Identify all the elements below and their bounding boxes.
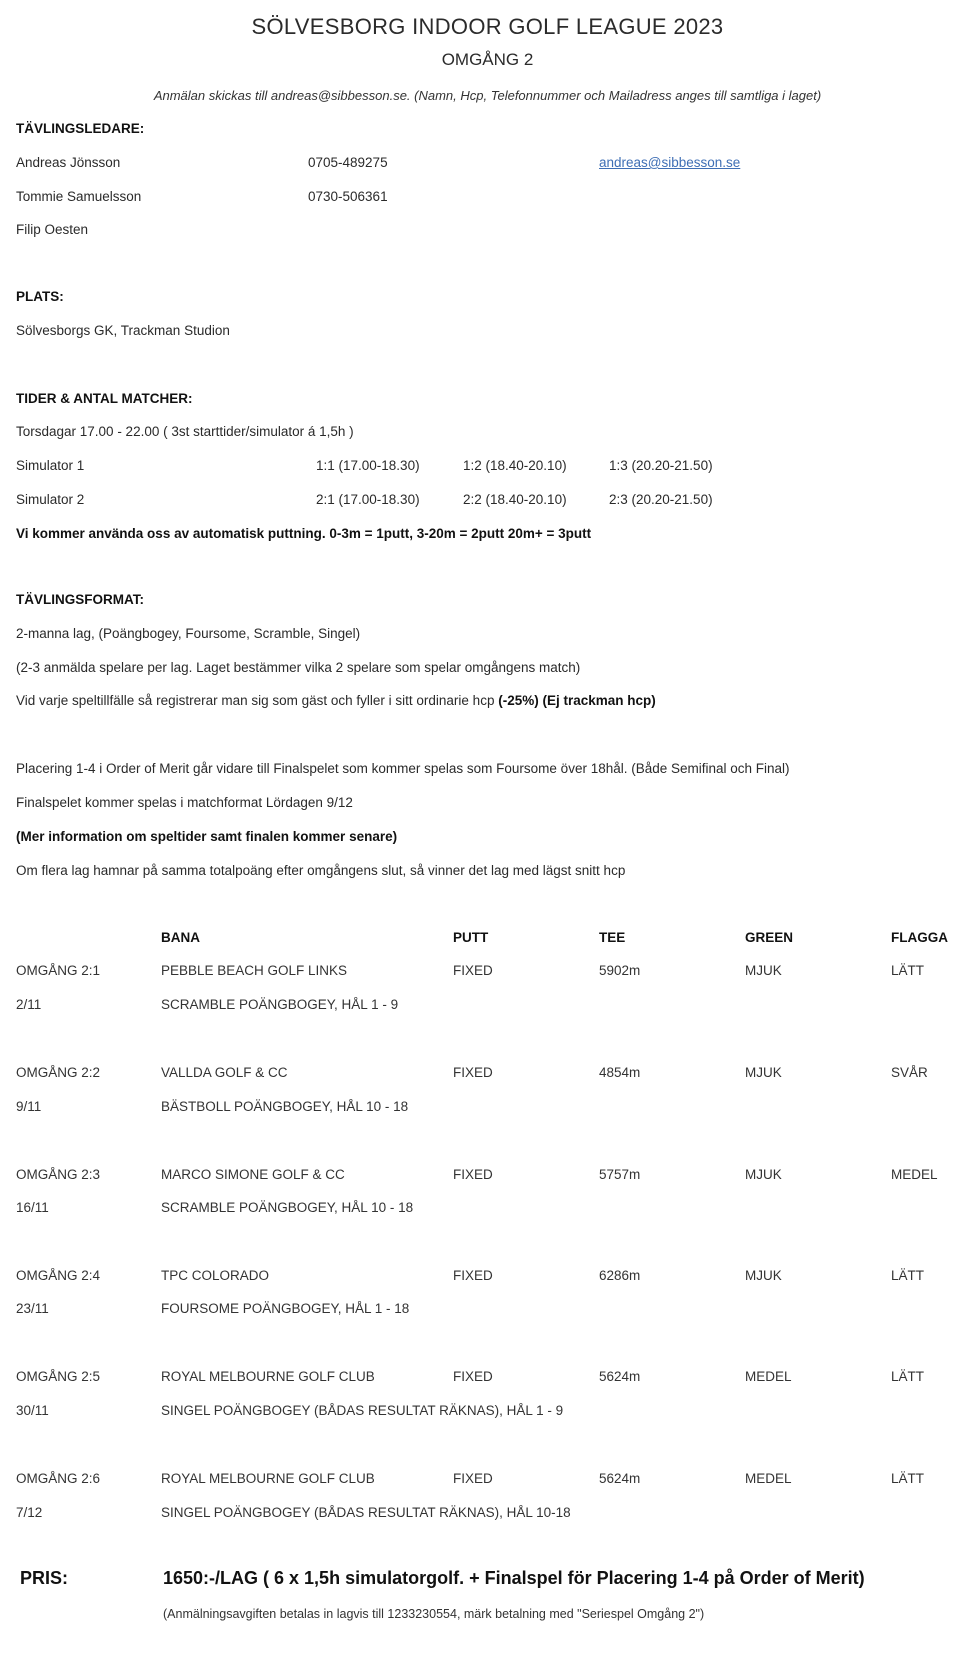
round-label: OMGÅNG 2:6 xyxy=(16,1471,101,1486)
round-putt: FIXED xyxy=(453,963,493,978)
times-heading: TIDER & ANTAL MATCHER: xyxy=(16,391,193,406)
leader-email-link[interactable]: andreas@sibbesson.se xyxy=(599,155,741,170)
column-header-putt: PUTT xyxy=(453,930,489,945)
page-subtitle: OMGÅNG 2 xyxy=(441,50,534,69)
simulator-slot: 1:3 (20.20-21.50) xyxy=(609,458,713,473)
leader-phone: 0730-506361 xyxy=(308,189,388,204)
tiebreak-rule: Om flera lag hamnar på samma totalpoäng efter omgångens slut, så vinner det lag med lägst snitt hcp xyxy=(16,863,626,878)
registration-text: Vid varje speltillfälle så registrerar man sig som gäst och fyller i sitt ordinarie hcp xyxy=(16,693,495,708)
round-date: 16/11 xyxy=(16,1200,49,1215)
round-tee: 5757m xyxy=(599,1167,641,1182)
round-course: PEBBLE BEACH GOLF LINKS xyxy=(161,963,348,978)
simulator-slot: 2:3 (20.20-21.50) xyxy=(609,492,713,507)
round-course: ROYAL MELBOURNE GOLF CLUB xyxy=(161,1369,375,1384)
simulator-label: Simulator 1 xyxy=(16,458,85,473)
format-players: (2-3 anmälda spelare per lag. Laget bestämmer vilka 2 spelare som spelar omgångens match) xyxy=(16,660,581,675)
registration-hcp-note: (-25%) (Ej trackman hcp) xyxy=(498,693,656,708)
round-flag: MEDEL xyxy=(891,1167,938,1182)
round-putt: FIXED xyxy=(453,1369,493,1384)
round-date: 30/11 xyxy=(16,1403,49,1418)
round-putt: FIXED xyxy=(453,1268,493,1283)
column-header-flag: FLAGGA xyxy=(891,930,948,945)
simulator-label: Simulator 2 xyxy=(16,492,85,507)
column-header-green: GREEN xyxy=(745,930,794,945)
round-course: TPC COLORADO xyxy=(161,1268,270,1283)
round-format: SCRAMBLE POÄNGBOGEY, HÅL 1 - 9 xyxy=(161,997,399,1012)
signup-instructions: Anmälan skickas till andreas@sibbesson.se. (Namn, Hcp, Telefonnummer och Mailadress anges till samtliga i laget) xyxy=(153,88,822,103)
round-date: 7/12 xyxy=(16,1505,43,1520)
round-format: BÄSTBOLL POÄNGBOGEY, HÅL 10 - 18 xyxy=(161,1099,409,1114)
simulator-slot: 1:2 (18.40-20.10) xyxy=(463,458,567,473)
round-green: MEDEL xyxy=(745,1471,792,1486)
leader-phone: 0705-489275 xyxy=(308,155,388,170)
column-header-tee: TEE xyxy=(599,930,626,945)
round-label: OMGÅNG 2:3 xyxy=(16,1167,101,1182)
leader-name: Tommie Samuelsson xyxy=(16,189,142,204)
round-label: OMGÅNG 2:1 xyxy=(16,963,101,978)
format-registration xyxy=(16,693,656,708)
place-text: Sölvesborgs GK, Trackman Studion xyxy=(16,323,230,338)
round-tee: 5624m xyxy=(599,1369,641,1384)
place-heading: PLATS: xyxy=(16,289,64,304)
page-title: SÖLVESBORG INDOOR GOLF LEAGUE 2023 xyxy=(251,14,724,39)
round-green: MJUK xyxy=(745,963,782,978)
leaders-heading: TÄVLINGSLEDARE: xyxy=(16,121,145,136)
price-text: 1650:-/LAG ( 6 x 1,5h simulatorgolf. + Finalspel för Placering 1-4 på Order of Merit) xyxy=(163,1568,865,1588)
round-label: OMGÅNG 2:5 xyxy=(16,1369,101,1384)
round-format: SCRAMBLE POÄNGBOGEY, HÅL 10 - 18 xyxy=(161,1200,414,1215)
round-tee: 6286m xyxy=(599,1268,641,1283)
payment-note: (Anmälningsavgiften betalas in lagvis till 1233230554, märk betalning med "Seriespel Omgång 2") xyxy=(163,1607,705,1621)
leader-name: Filip Oesten xyxy=(16,222,89,237)
round-date: 9/11 xyxy=(16,1099,42,1114)
column-header-course: BANA xyxy=(161,930,200,945)
round-course: MARCO SIMONE GOLF & CC xyxy=(161,1167,345,1182)
round-tee: 4854m xyxy=(599,1065,641,1080)
round-flag: LÄTT xyxy=(891,1471,925,1486)
round-flag: SVÅR xyxy=(891,1065,928,1080)
putting-rule: Vi kommer använda oss av automatisk puttning. 0-3m = 1putt, 3-20m = 2putt 20m+ = 3putt xyxy=(16,526,592,541)
more-info-note: (Mer information om speltider samt finalen kommer senare) xyxy=(16,829,398,844)
round-putt: FIXED xyxy=(453,1167,493,1182)
round-label: OMGÅNG 2:2 xyxy=(16,1065,101,1080)
round-tee: 5902m xyxy=(599,963,641,978)
format-heading: TÄVLINGSFORMAT: xyxy=(16,592,144,607)
round-date: 23/11 xyxy=(16,1301,49,1316)
simulator-slot: 1:1 (17.00-18.30) xyxy=(316,458,420,473)
round-tee: 5624m xyxy=(599,1471,641,1486)
format-teams: 2-manna lag, (Poängbogey, Foursome, Scramble, Singel) xyxy=(16,626,361,641)
final-date: Finalspelet kommer spelas i matchformat Lördagen 9/12 xyxy=(16,795,353,810)
round-flag: LÄTT xyxy=(891,1268,925,1283)
round-label: OMGÅNG 2:4 xyxy=(16,1268,101,1283)
round-flag: LÄTT xyxy=(891,1369,925,1384)
round-flag: LÄTT xyxy=(891,963,925,978)
round-green: MJUK xyxy=(745,1065,782,1080)
round-green: MEDEL xyxy=(745,1369,792,1384)
round-format: FOURSOME POÄNGBOGEY, HÅL 1 - 18 xyxy=(161,1301,410,1316)
round-green: MJUK xyxy=(745,1268,782,1283)
round-putt: FIXED xyxy=(453,1471,493,1486)
price-label: PRIS: xyxy=(20,1568,69,1588)
simulator-slot: 2:1 (17.00-18.30) xyxy=(316,492,420,507)
round-format: SINGEL POÄNGBOGEY (BÅDAS RESULTAT RÄKNAS), HÅL 10-18 xyxy=(161,1505,571,1520)
simulator-slot: 2:2 (18.40-20.10) xyxy=(463,492,567,507)
round-green: MJUK xyxy=(745,1167,782,1182)
final-info: Placering 1-4 i Order of Merit går vidare till Finalspelet som kommer spelas som Foursome över 18hål. (Både Semifinal och Final) xyxy=(16,761,790,776)
times-intro: Torsdagar 17.00 - 22.00 ( 3st starttider/simulator á 1,5h ) xyxy=(16,424,354,439)
round-course: VALLDA GOLF & CC xyxy=(161,1065,288,1080)
round-putt: FIXED xyxy=(453,1065,493,1080)
round-course: ROYAL MELBOURNE GOLF CLUB xyxy=(161,1471,375,1486)
round-date: 2/11 xyxy=(16,997,42,1012)
leader-name: Andreas Jönsson xyxy=(16,155,121,170)
round-format: SINGEL POÄNGBOGEY (BÅDAS RESULTAT RÄKNAS), HÅL 1 - 9 xyxy=(161,1403,564,1418)
